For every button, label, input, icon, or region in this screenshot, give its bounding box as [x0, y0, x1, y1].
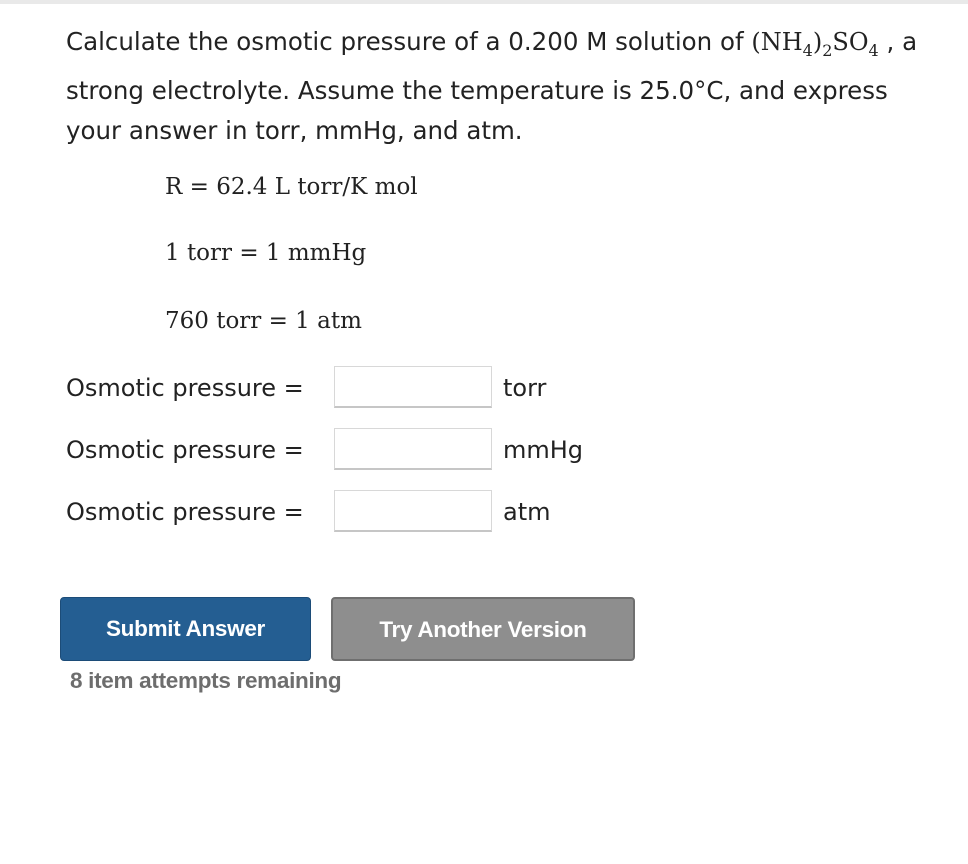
- unit-label-atm: atm: [503, 498, 551, 526]
- torr-mmhg-conversion: 1 torr = 1 mmHg: [165, 240, 367, 266]
- torr-atm-conversion: 760 torr = 1 atm: [165, 308, 362, 334]
- answer-input-torr[interactable]: [334, 366, 492, 408]
- question-text-end: , a strong electrolyte. Assume the temperature is 25.0°C, and express your answer in torr, mmHg, and atm.: [66, 27, 918, 145]
- question-prompt: [66, 22, 946, 151]
- answer-input-atm[interactable]: [334, 490, 492, 532]
- unit-label-torr: torr: [503, 374, 547, 402]
- chemical-formula: $(NH_4)_2SO_4$: [751, 28, 879, 60]
- answer-row-atm: [66, 490, 666, 534]
- top-divider: [0, 0, 968, 4]
- attempts-remaining: 8 item attempts remaining: [70, 668, 342, 693]
- unit-label-mmhg: mmHg: [503, 436, 584, 464]
- answer-row-mmhg: [66, 428, 666, 472]
- answer-label: Osmotic pressure =: [66, 436, 304, 464]
- question-text-start: Calculate the osmotic pressure of a 0.200 M solution of: [66, 27, 752, 56]
- try-another-version-button[interactable]: Try Another Version: [331, 597, 635, 661]
- submit-answer-button[interactable]: Submit Answer: [60, 597, 311, 661]
- answer-row-torr: [66, 366, 666, 410]
- gas-constant: R = 62.4 L torr/K mol: [165, 174, 418, 200]
- answer-label: Osmotic pressure =: [66, 374, 304, 402]
- answer-label: Osmotic pressure =: [66, 498, 304, 526]
- answer-input-mmhg[interactable]: [334, 428, 492, 470]
